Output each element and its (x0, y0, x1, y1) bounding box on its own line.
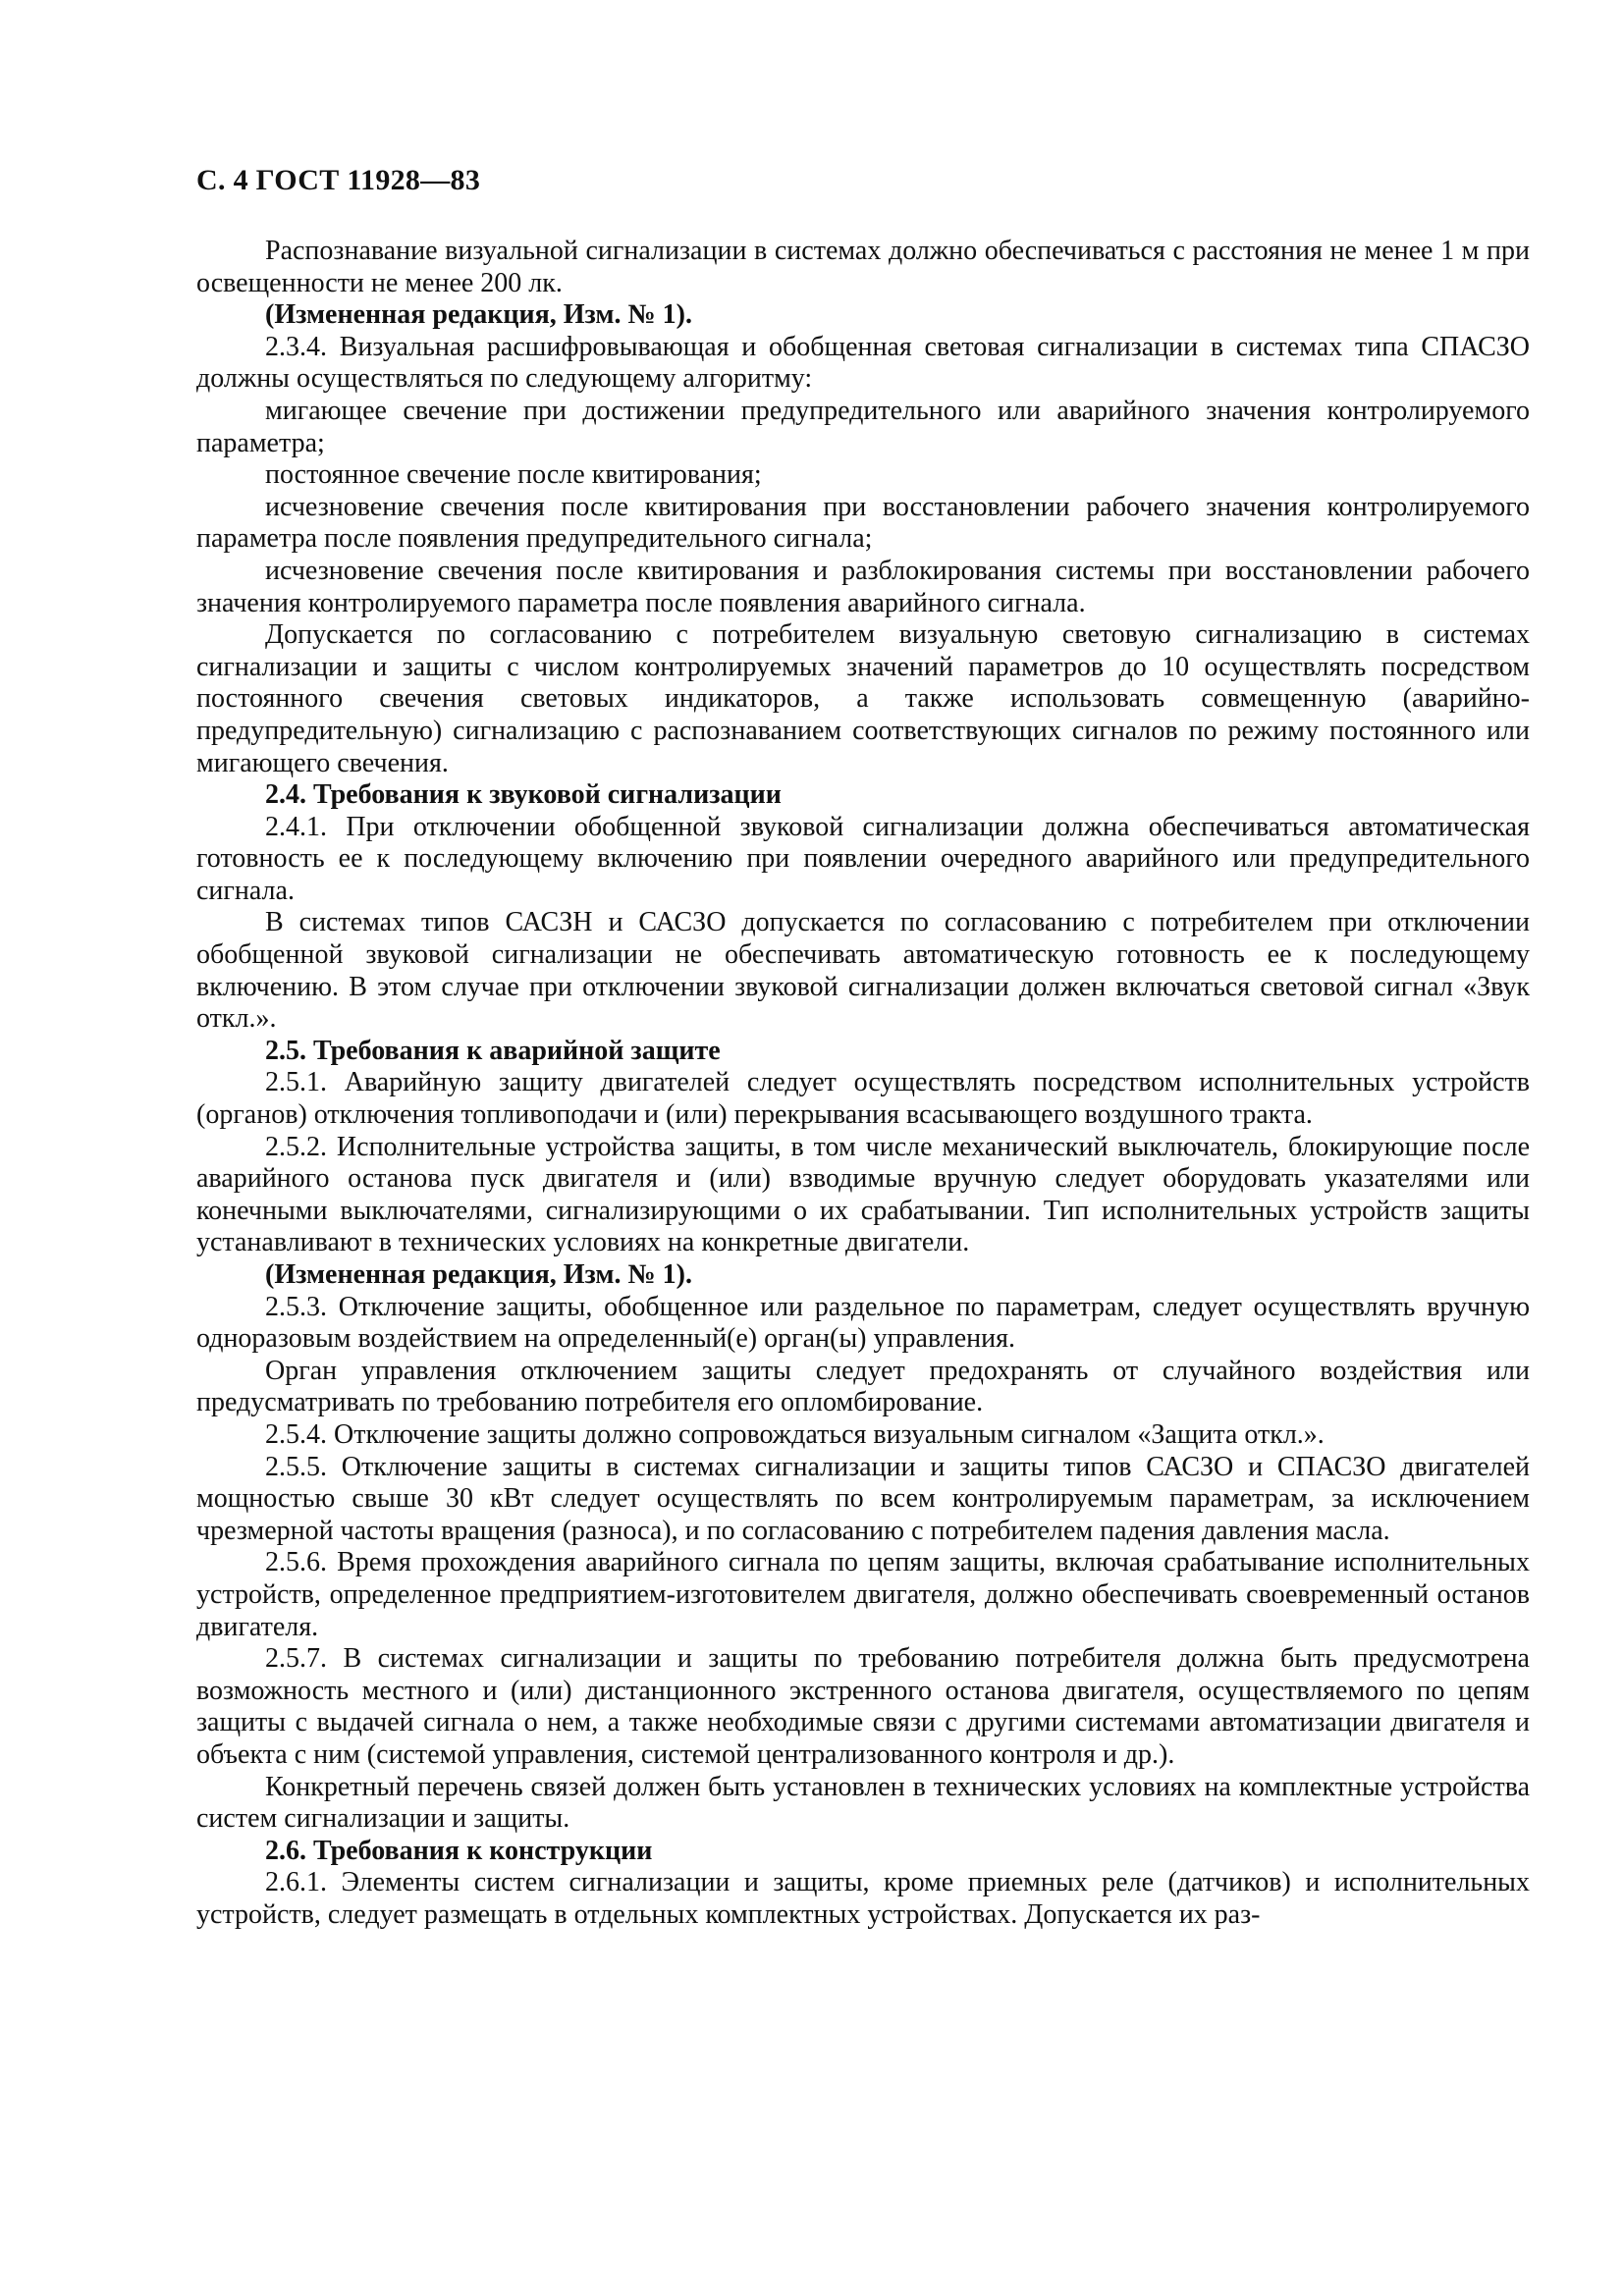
paragraph: 2.5.2. Исполнительные устройства защиты, в том числе механический выключатель, блокирующие после аварийного останова пуск двигателя и (или) взводимые вручную следует оборудовать указателями или конечными выключателями, сигнализирующими о их срабатывании. Тип исполнительных устройств защиты устанавливают в технических условиях на конкретные двигатели. (196, 1131, 1530, 1258)
paragraph: мигающее свечение при достижении предупредительного или аварийного значения контролируемого параметра; (196, 395, 1530, 458)
paragraph: Орган управления отключением защиты следует предохранять от случайного воздействия или предусматривать по требованию потребителя его опломбирование. (196, 1355, 1530, 1418)
paragraph: 2.6.1. Элементы систем сигнализации и защиты, кроме приемных реле (датчиков) и исполнительных устройств, следует размещать в отдельных комплектных устройствах. Допускается их раз- (196, 1867, 1530, 1930)
paragraph: Распознавание визуальной сигнализации в системах должно обеспечиваться с расстояния не менее 1 м при освещенности не менее 200 лк. (196, 236, 1530, 298)
paragraph: 2.5.1. Аварийную защиту двигателей следует осуществлять посредством исполнительных устройств (органов) отключения топливоподачи и (или) перекрывания всасывающего воздушного тракта. (196, 1067, 1530, 1131)
paragraph: В системах типов САСЗН и САСЗО допускается по согласованию с потребителем при отключении обобщенной звуковой сигнализации не обеспечивать автоматическую готовность ее к последующему включению. В этом случае при отключении звуковой сигнализации должен включаться световой сигнал «Звук откл.». (196, 907, 1530, 1035)
paragraph: исчезновение свечения после квитирования при восстановлении рабочего значения контролируемого параметра после появления предупредительного сигнала; (196, 491, 1530, 555)
amendment-note: (Измененная редакция, Изм. № 1). (265, 299, 692, 331)
paragraph: 2.3.4. Визуальная расшифровывающая и обобщенная световая сигнализации в системах типа СПАСЗО должны осуществляться по следующему алгоритму: (196, 331, 1530, 395)
paragraph: 2.5.5. Отключение защиты в системах сигнализации и защиты типов САСЗО и СПАСЗО двигателей мощностью свыше 30 кВт следует осуществлять по всем контролируемым параметрам, за исключением чрезмерной частоты вращения (разноса), и по согласованию с потребителем падения давления масла. (196, 1451, 1530, 1546)
amendment-note: (Измененная редакция, Изм. № 1). (265, 1259, 692, 1290)
section-heading: 2.5. Требования к аварийной защите (265, 1035, 721, 1066)
paragraph: 2.5.4. Отключение защиты должно сопровождаться визуальным сигналом «Защита откл.». (265, 1418, 1325, 1450)
paragraph: постоянное свечение после квитирования; (265, 459, 762, 491)
paragraph: 2.5.3. Отключение защиты, обобщенное или раздельное по параметрам, следует осуществлять вручную одноразовым воздействием на определенный(е) орган(ы) управления. (196, 1291, 1530, 1355)
paragraph: 2.4.1. При отключении обобщенной звуковой сигнализации должна обеспечиваться автоматическая готовность ее к последующему включению при появлении очередного аварийного или предупредительного сигнала. (196, 811, 1530, 906)
document-page (196, 163, 1530, 1931)
paragraph: 2.5.6. Время прохождения аварийного сигнала по цепям защиты, включая срабатывание исполнительных устройств, определенное предприятием-изготовителем двигателя, должно обеспечивать своевременный останов двигателя. (196, 1547, 1530, 1642)
running-head: С. 4 ГОСТ 11928—83 (196, 164, 481, 196)
paragraph: Допускается по согласованию с потребителем визуальную световую сигнализацию в системах сигнализации и защиты с числом контролируемых значений параметров до 10 осуществлять посредством постоянного свечения световых индикаторов, а также использовать совмещенную (аварийно-предупредительную) сигнализацию с распознаванием соответствующих сигналов по режиму постоянного или мигающего свечения. (196, 619, 1530, 778)
paragraph: 2.5.7. В системах сигнализации и защиты по требованию потребителя должна быть предусмотрена возможность местного и (или) дистанционного экстренного останова двигателя, осуществляемого по цепям защиты с выдачей сигнала о нем, а также необходимые связи с другими системами автоматизации двигателя и объекта с ним (системой управления, системой централизованного контроля и др.). (196, 1643, 1530, 1770)
paragraph: Конкретный перечень связей должен быть установлен в технических условиях на комплектные устройства систем сигнализации и защиты. (196, 1771, 1530, 1835)
section-heading: 2.6. Требования к конструкции (265, 1835, 653, 1866)
section-heading: 2.4. Требования к звуковой сигнализации (265, 779, 782, 811)
paragraph: исчезновение свечения после квитирования и разблокирования системы при восстановлении рабочего значения контролируемого параметра после появления аварийного сигнала. (196, 555, 1530, 618)
